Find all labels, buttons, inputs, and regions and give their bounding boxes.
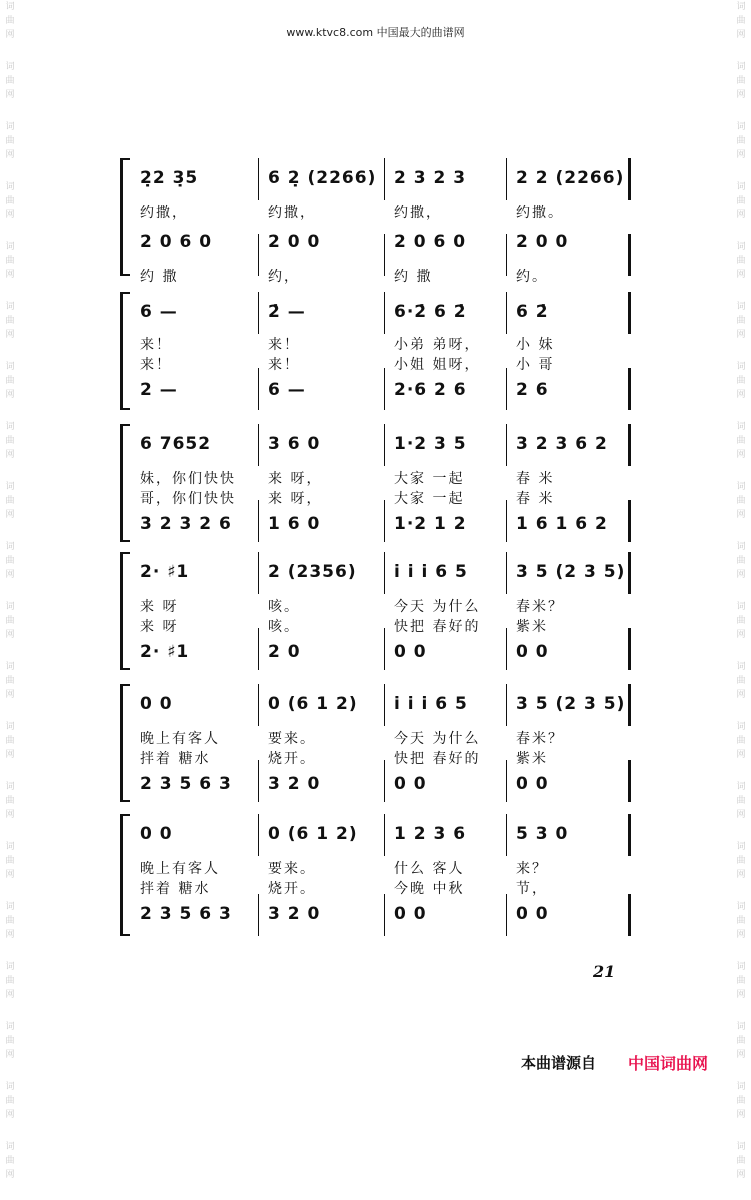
barline [384, 628, 385, 670]
note-group: 2 — [140, 380, 178, 400]
watermark-char: 网 [736, 810, 746, 820]
lyric-text: 约 撒 [140, 269, 179, 285]
watermark-char: 曲 [736, 196, 746, 206]
barline [258, 814, 259, 856]
lyric-text: 来 呀， [268, 491, 323, 507]
barline [628, 292, 631, 334]
watermark-char: 网 [5, 630, 15, 640]
watermark-char: 网 [736, 750, 746, 760]
note-group: 2· ♯1 [140, 562, 190, 582]
lyric-text: 小姐 姐呀， [394, 357, 481, 373]
barline [628, 628, 631, 670]
watermark-char: 词 [736, 782, 746, 792]
lyric-text: 拌着 糖水 [140, 881, 211, 897]
watermark-char: 词 [5, 2, 15, 12]
note-group: 0 0 [516, 642, 549, 662]
lyric-text: 来 呀 [140, 619, 179, 635]
lyric-text: 烧开。 [268, 751, 316, 767]
barline [258, 424, 259, 466]
barline [384, 760, 385, 802]
lyric-text: 约撒。 [516, 205, 564, 221]
barline [628, 814, 631, 856]
watermark-char: 网 [5, 210, 15, 220]
watermark-char: 曲 [736, 1036, 746, 1046]
barline [384, 814, 385, 856]
watermark-char: 网 [736, 1110, 746, 1120]
watermark-char: 网 [5, 270, 15, 280]
lyric-text: 约 撒 [394, 269, 433, 285]
lyric-text: 要来。 [268, 731, 316, 747]
watermark-char: 词 [5, 482, 15, 492]
note-group: 0 0 [516, 904, 549, 924]
barline [628, 552, 631, 594]
barline [506, 760, 507, 802]
note-group: 0 (6 1 2) [268, 824, 358, 844]
barline [506, 234, 507, 276]
barline [384, 500, 385, 542]
lyric-text: 小弟 弟呀， [394, 337, 481, 353]
system-bracket [120, 424, 123, 542]
system-bracket-bottom [120, 668, 130, 670]
watermark-char: 网 [736, 270, 746, 280]
note-group: 2 2 (2266) [516, 168, 625, 188]
score-system [0, 292, 751, 410]
lyric-text: 约。 [516, 269, 548, 285]
note-group: 1 2 3 6 [394, 824, 467, 844]
watermark-char: 网 [5, 150, 15, 160]
note-group: 2 6 [516, 380, 549, 400]
lyric-text: 拌着 糖水 [140, 751, 211, 767]
watermark-char: 网 [5, 90, 15, 100]
score-system [0, 158, 751, 285]
watermark-char: 词 [736, 842, 746, 852]
barline [506, 292, 507, 334]
watermark-char: 曲 [5, 376, 15, 386]
lyric-text: 约， [268, 269, 300, 285]
watermark-char: 网 [736, 870, 746, 880]
barline [258, 368, 259, 410]
watermark-char: 词 [736, 362, 746, 372]
note-group: 0 0 [140, 694, 173, 714]
note-group: 6 2̣ (2266) [268, 168, 377, 188]
note-group: 6 2̇ [516, 302, 549, 322]
watermark-char: 曲 [736, 496, 746, 506]
watermark-char: 曲 [736, 1096, 746, 1106]
watermark-char: 曲 [736, 256, 746, 266]
watermark-char: 曲 [736, 676, 746, 686]
watermark-char: 词 [736, 662, 746, 672]
watermark-char: 词 [736, 1082, 746, 1092]
watermark-char: 曲 [736, 556, 746, 566]
note-group: 0 0 [394, 904, 427, 924]
watermark-char: 网 [736, 690, 746, 700]
watermark-char: 词 [5, 362, 15, 372]
note-group: 3 5 (2 3 5) [516, 562, 626, 582]
watermark-char: 词 [736, 1142, 746, 1152]
watermark-char: 网 [5, 30, 15, 40]
score-system [0, 552, 751, 670]
watermark-char: 词 [736, 422, 746, 432]
note-group: 0 0 [140, 824, 173, 844]
watermark-char: 词 [736, 482, 746, 492]
note-group: 2 3 2 3 [394, 168, 467, 188]
watermark-char: 网 [5, 990, 15, 1000]
lyric-text: 咳。 [268, 619, 300, 635]
lyric-text: 来！ [268, 337, 300, 353]
lyric-text: 哥，你们快快 [140, 491, 236, 507]
lyric-text: 要来。 [268, 861, 316, 877]
lyric-text: 妹，你们快快 [140, 471, 236, 487]
watermark-char: 网 [5, 390, 15, 400]
barline [506, 368, 507, 410]
watermark-char: 曲 [736, 976, 746, 986]
watermark-char: 曲 [736, 316, 746, 326]
lyric-text: 紫米 [516, 619, 548, 635]
note-group: 2· ♯1 [140, 642, 190, 662]
watermark-char: 词 [5, 62, 15, 72]
barline [384, 424, 385, 466]
score-system [0, 684, 751, 802]
header-url: www.ktvc8.com 中国最大的曲谱网 [286, 26, 465, 39]
note-group: 1·2 1 2 [394, 514, 467, 534]
watermark-char: 曲 [736, 16, 746, 26]
note-group: 0 0 [394, 774, 427, 794]
watermark-char: 词 [5, 1142, 15, 1152]
watermark-char: 曲 [5, 16, 15, 26]
watermark-char: 曲 [5, 676, 15, 686]
watermark-char: 曲 [736, 796, 746, 806]
note-group: 1·2 3 5 [394, 434, 467, 454]
lyric-text: 约撒， [394, 205, 442, 221]
lyric-text: 春 米 [516, 471, 555, 487]
note-group: 2 0 [268, 642, 301, 662]
lyric-text: 约撒， [140, 205, 188, 221]
watermark-char: 曲 [736, 616, 746, 626]
watermark-char: 词 [5, 182, 15, 192]
watermark-char: 曲 [5, 556, 15, 566]
watermark-char: 曲 [736, 736, 746, 746]
watermark-char: 网 [736, 1050, 746, 1060]
note-group: 1 6 1 6 2 [516, 514, 608, 534]
watermark-char: 曲 [5, 496, 15, 506]
watermark-char: 曲 [5, 256, 15, 266]
note-group: 2 3 5 6 3 [140, 774, 232, 794]
watermark-char: 词 [736, 62, 746, 72]
system-bracket-bottom [120, 540, 130, 542]
watermark-char: 词 [5, 662, 15, 672]
lyric-text: 快把 春好的 [394, 751, 481, 767]
watermark-char: 网 [736, 930, 746, 940]
lyric-text: 大家 一起 [394, 471, 465, 487]
watermark-char: 词 [736, 302, 746, 312]
note-group: 6 — [268, 380, 306, 400]
watermark-char: 网 [5, 510, 15, 520]
watermark-char: 词 [736, 122, 746, 132]
barline [258, 684, 259, 726]
system-bracket-top [120, 292, 130, 294]
system-bracket-top [120, 552, 130, 554]
watermark-char: 网 [5, 450, 15, 460]
barline [628, 894, 631, 936]
footer-source-label: 本曲谱源自 [521, 1054, 597, 1072]
watermark-char: 网 [736, 990, 746, 1000]
note-group: 0 (6 1 2) [268, 694, 358, 714]
note-group: 3 6 0 [268, 434, 321, 454]
note-group: 2 (2356) [268, 562, 357, 582]
note-group: 6 — [140, 302, 178, 322]
watermark-char: 词 [5, 242, 15, 252]
watermark-char: 网 [736, 510, 746, 520]
barline [506, 814, 507, 856]
barline [258, 552, 259, 594]
watermark-char: 词 [5, 302, 15, 312]
watermark-char: 网 [5, 870, 15, 880]
lyric-text: 约撒， [268, 205, 316, 221]
watermark-char: 网 [736, 330, 746, 340]
watermark-char: 词 [5, 542, 15, 552]
watermark-char: 词 [736, 902, 746, 912]
note-group: 1 6 0 [268, 514, 321, 534]
watermark-char: 词 [5, 1022, 15, 1032]
watermark-char: 网 [736, 570, 746, 580]
system-bracket [120, 158, 123, 276]
barline [506, 552, 507, 594]
note-group: 2 0 0 [516, 232, 569, 252]
watermark-char: 词 [5, 842, 15, 852]
watermark-char: 词 [736, 1022, 746, 1032]
barline [628, 760, 631, 802]
watermark-char: 曲 [5, 76, 15, 86]
watermark-char: 网 [736, 1170, 746, 1180]
barline [258, 234, 259, 276]
barline [628, 368, 631, 410]
watermark-char: 曲 [5, 136, 15, 146]
note-group: i i i 6 5 [394, 694, 468, 714]
lyric-text: 烧开。 [268, 881, 316, 897]
lyric-text: 来！ [268, 357, 300, 373]
note-group: 3 5 (2 3 5) [516, 694, 626, 714]
barline [258, 500, 259, 542]
note-group: 0 0 [516, 774, 549, 794]
watermark-char: 曲 [736, 436, 746, 446]
barline [506, 424, 507, 466]
watermark-char: 曲 [5, 976, 15, 986]
watermark-char: 词 [5, 962, 15, 972]
barline [258, 158, 259, 200]
watermark-char: 词 [736, 182, 746, 192]
watermark-char: 网 [5, 1110, 15, 1120]
barline [506, 894, 507, 936]
page-number: 21 [593, 962, 616, 981]
barline [384, 368, 385, 410]
watermark-char: 网 [5, 1050, 15, 1060]
note-group: 2 0 6 0 [140, 232, 213, 252]
system-bracket-top [120, 158, 130, 160]
watermark-char: 网 [5, 810, 15, 820]
watermark-char: 曲 [5, 736, 15, 746]
watermark-char: 网 [5, 690, 15, 700]
note-group: 2·6 2 6 [394, 380, 467, 400]
watermark-char: 词 [5, 1082, 15, 1092]
watermark-char: 网 [5, 1170, 15, 1180]
barline [258, 628, 259, 670]
lyric-text: 晚上有客人 [140, 861, 220, 877]
system-bracket-top [120, 424, 130, 426]
barline [384, 234, 385, 276]
score-system [0, 424, 751, 542]
lyric-text: 节， [516, 881, 548, 897]
lyric-text: 大家 一起 [394, 491, 465, 507]
note-group: 2̇ — [268, 302, 306, 322]
watermark-char: 词 [5, 902, 15, 912]
watermark-char: 词 [736, 542, 746, 552]
barline [628, 158, 631, 200]
lyric-text: 紫米 [516, 751, 548, 767]
watermark-char: 曲 [5, 856, 15, 866]
lyric-text: 小 妹 [516, 337, 555, 353]
lyric-text: 来！ [140, 357, 172, 373]
barline [384, 684, 385, 726]
watermark-char: 网 [736, 630, 746, 640]
barline [506, 500, 507, 542]
watermark-char: 曲 [5, 436, 15, 446]
watermark-char: 词 [5, 602, 15, 612]
watermark-char: 曲 [736, 376, 746, 386]
system-bracket-bottom [120, 408, 130, 410]
lyric-text: 春 米 [516, 491, 555, 507]
watermark-char: 网 [736, 390, 746, 400]
barline [384, 894, 385, 936]
lyric-text: 今天 为什么 [394, 599, 481, 615]
note-group: 5 3 0 [516, 824, 569, 844]
barline [628, 424, 631, 466]
watermark-char: 曲 [736, 1156, 746, 1166]
watermark-char: 词 [736, 722, 746, 732]
note-group: 3 2 0 [268, 904, 321, 924]
lyric-text: 快把 春好的 [394, 619, 481, 635]
system-bracket-top [120, 684, 130, 686]
watermark-char: 曲 [5, 316, 15, 326]
watermark-char: 词 [736, 242, 746, 252]
note-group: i i i 6 5 [394, 562, 468, 582]
system-bracket [120, 814, 123, 936]
barline [506, 628, 507, 670]
barline [258, 760, 259, 802]
watermark-char: 词 [5, 782, 15, 792]
watermark-char: 曲 [736, 916, 746, 926]
lyric-text: 晚上有客人 [140, 731, 220, 747]
lyric-text: 来 呀， [268, 471, 323, 487]
system-bracket-top [120, 814, 130, 816]
system-bracket [120, 684, 123, 802]
watermark-char: 网 [5, 750, 15, 760]
lyric-text: 什么 客人 [394, 861, 465, 877]
barline [384, 158, 385, 200]
watermark-char: 网 [5, 930, 15, 940]
watermark-char: 词 [5, 422, 15, 432]
note-group: 3 2 3 2 6 [140, 514, 232, 534]
lyric-text: 今天 为什么 [394, 731, 481, 747]
lyric-text: 来？ [516, 861, 548, 877]
lyric-text: 来 呀 [140, 599, 179, 615]
watermark-char: 曲 [5, 616, 15, 626]
system-bracket [120, 552, 123, 670]
watermark-char: 网 [736, 90, 746, 100]
barline [384, 292, 385, 334]
lyric-text: 来！ [140, 337, 172, 353]
watermark-char: 曲 [736, 856, 746, 866]
lyric-text: 今晚 中秋 [394, 881, 465, 897]
watermark-char: 词 [5, 722, 15, 732]
lyric-text: 春米？ [516, 731, 564, 747]
watermark-char: 曲 [5, 1096, 15, 1106]
watermark-char: 曲 [5, 796, 15, 806]
watermark-char: 曲 [5, 916, 15, 926]
system-bracket [120, 292, 123, 410]
watermark-char: 曲 [5, 196, 15, 206]
watermark-char: 网 [736, 150, 746, 160]
watermark-char: 曲 [5, 1036, 15, 1046]
system-bracket-bottom [120, 800, 130, 802]
barline [258, 894, 259, 936]
watermark-char: 词 [5, 122, 15, 132]
watermark-char: 网 [736, 210, 746, 220]
note-group: 2 0 6 0 [394, 232, 467, 252]
watermark-char: 词 [736, 2, 746, 12]
watermark-char: 网 [736, 30, 746, 40]
note-group: 2 3 5 6 3 [140, 904, 232, 924]
barline [384, 552, 385, 594]
barline [628, 500, 631, 542]
note-group: 3 2 3 6 2 [516, 434, 608, 454]
lyric-text: 小 哥 [516, 357, 555, 373]
watermark-char: 曲 [736, 136, 746, 146]
lyric-text: 春米？ [516, 599, 564, 615]
score-system [0, 814, 751, 936]
note-group: 6·2̇ 6 2̇ [394, 302, 467, 322]
watermark-char: 词 [736, 602, 746, 612]
note-group: 2̣2 3̣5 [140, 168, 199, 188]
lyric-text: 咳。 [268, 599, 300, 615]
barline [628, 234, 631, 276]
note-group: 3 2 0 [268, 774, 321, 794]
watermark-char: 网 [5, 330, 15, 340]
watermark-char: 网 [5, 570, 15, 580]
system-bracket-bottom [120, 274, 130, 276]
note-group: 2 0 0 [268, 232, 321, 252]
watermark-char: 词 [736, 962, 746, 972]
note-group: 6 7652 [140, 434, 212, 454]
note-group: 0 0 [394, 642, 427, 662]
barline [506, 158, 507, 200]
system-bracket-bottom [120, 934, 130, 936]
barline [258, 292, 259, 334]
watermark-char: 曲 [736, 76, 746, 86]
barline [628, 684, 631, 726]
barline [506, 684, 507, 726]
footer-brand-link[interactable]: 中国词曲网 [628, 1054, 709, 1073]
watermark-char: 网 [736, 450, 746, 460]
watermark-char: 曲 [5, 1156, 15, 1166]
